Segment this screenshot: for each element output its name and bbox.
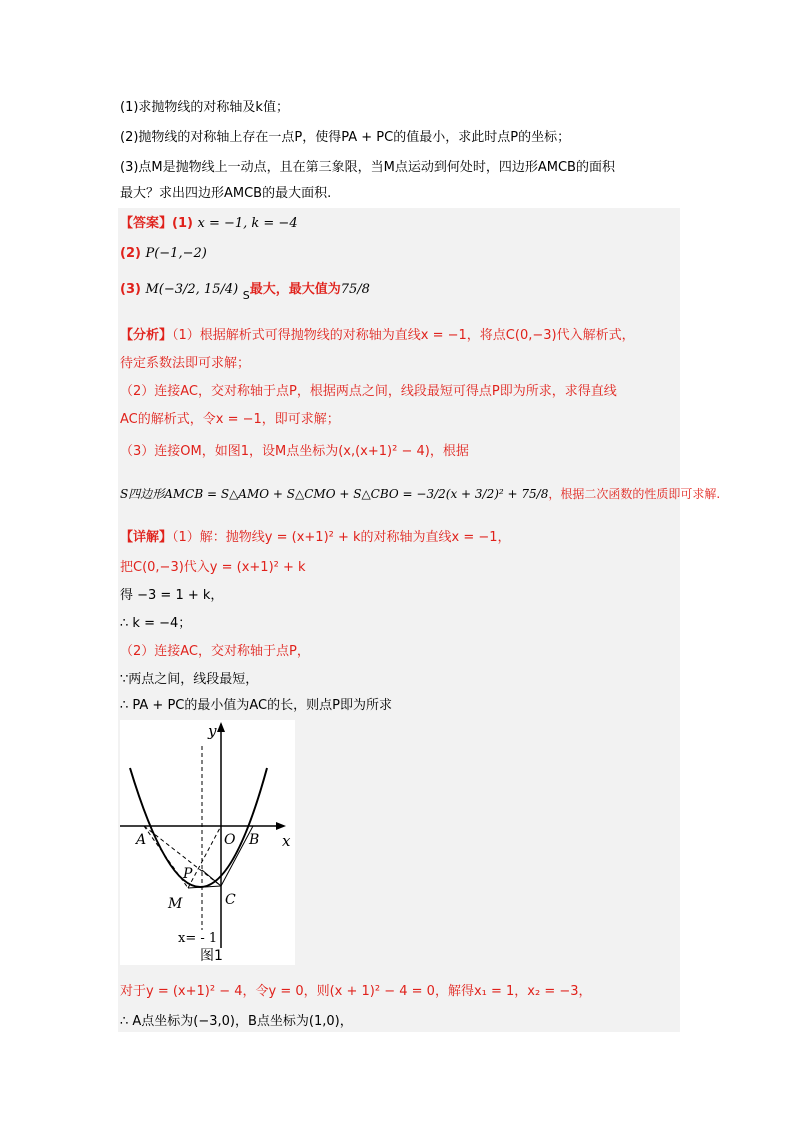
question-1: (1)求抛物线的对称轴及k值； <box>120 100 289 115</box>
parabola-diagram <box>120 720 295 965</box>
label-A: A <box>136 832 147 848</box>
answer-3-point: M(−3/2, 15/4) <box>145 282 239 297</box>
y-axis-arrow <box>217 722 225 732</box>
label-O: O <box>224 832 236 848</box>
answer-line-1 <box>120 214 298 234</box>
parabola-figure <box>120 720 295 965</box>
label-B: B <box>249 832 260 848</box>
detail-line-7: ∴ PA + PC的最小值为AC的长，则点P即为所求 <box>120 698 392 713</box>
label-P: P <box>183 866 193 882</box>
question-2: (2)抛物线的对称轴上存在一点P，使得PA + PC的值最小，求此时点P的坐标； <box>120 130 571 145</box>
analysis-line-5: （3）连接OM，如图1，设M点坐标为(x,(x+1)² − 4)，根据 <box>120 444 469 459</box>
answer-2-value: P(−1,−2) <box>145 246 207 261</box>
answer-1-value: x = −1, k = −4 <box>197 216 298 231</box>
label-C: C <box>225 892 236 908</box>
label-x: x <box>282 832 291 850</box>
answer-line-3 <box>120 280 370 300</box>
answer-3-value: 75/8 <box>340 282 370 297</box>
detail-line-2: 把C(0,−3)代入y = (x+1)² + k <box>120 560 306 575</box>
detail-line-3: 得 −3 = 1 + k， <box>120 588 224 603</box>
question-3-line-2: 最大？求出四边形AMCB的最大面积. <box>120 186 332 201</box>
detail-line-9: ∴ A点坐标为(−3,0)，B点坐标为(1,0)， <box>120 1014 353 1029</box>
analysis-line-1 <box>120 326 635 346</box>
analysis-text-1: （1）根据解析式可得抛物线的对称轴为直线x = −1，将点C(0,−3)代入解析式， <box>172 328 635 343</box>
analysis-tag: 【分析】 <box>120 328 173 343</box>
analysis-line-3: （2）连接AC，交对称轴于点P，根据两点之间，线段最短可得点P即为所求，求得直线 <box>120 384 617 399</box>
detail-line-8: 对于y = (x+1)² − 4，令y = 0，则(x + 1)² − 4 = 0，解得x₁ = 1，x₂ = −3， <box>120 984 592 999</box>
question-3-line-1: (3)点M是抛物线上一动点，且在第三象限，当M点运动到何处时，四边形AMCB的面积 <box>120 160 615 175</box>
answer-3-text: 最大，最大值为 <box>249 282 341 297</box>
line-OM <box>188 826 221 888</box>
answer-1-label: (1) <box>172 216 193 231</box>
answer-2-label: (2) <box>120 246 141 261</box>
area-formula: S四边形AMCB = S△AMO + S△CMO + S△CBO = −3/2(x + 3/2)² + 75/8 <box>120 487 549 501</box>
answer-3-s: S <box>242 289 250 302</box>
answer-tag: 【答案】 <box>120 216 173 231</box>
analysis-line-6 <box>120 484 720 504</box>
detail-line-5: （2）连接AC，交对称轴于点P， <box>120 644 310 659</box>
line-AM <box>144 826 188 888</box>
analysis-line-2: 待定系数法即可求解； <box>120 356 251 371</box>
label-M: M <box>168 896 183 912</box>
detail-tag: 【详解】 <box>120 530 173 545</box>
label-y: y <box>208 722 217 740</box>
detail-line-1 <box>120 528 511 548</box>
answer-line-2 <box>120 244 207 264</box>
label-axis-equation: x= - 1 <box>178 931 218 946</box>
x-axis-arrow <box>276 822 286 830</box>
analysis-line-4: AC的解析式，令x = −1，即可求解； <box>120 412 340 427</box>
detail-line-4: ∴ k = −4； <box>120 616 192 631</box>
answer-3-label: (3) <box>120 282 141 297</box>
detail-line-6: ∵两点之间，线段最短， <box>120 672 259 687</box>
figure-caption: 图1 <box>200 948 223 964</box>
detail-text-1: （1）解：抛物线y = (x+1)² + k的对称轴为直线x = −1， <box>172 530 511 545</box>
analysis-text-6: ，根据二次函数的性质即可求解. <box>548 487 721 501</box>
